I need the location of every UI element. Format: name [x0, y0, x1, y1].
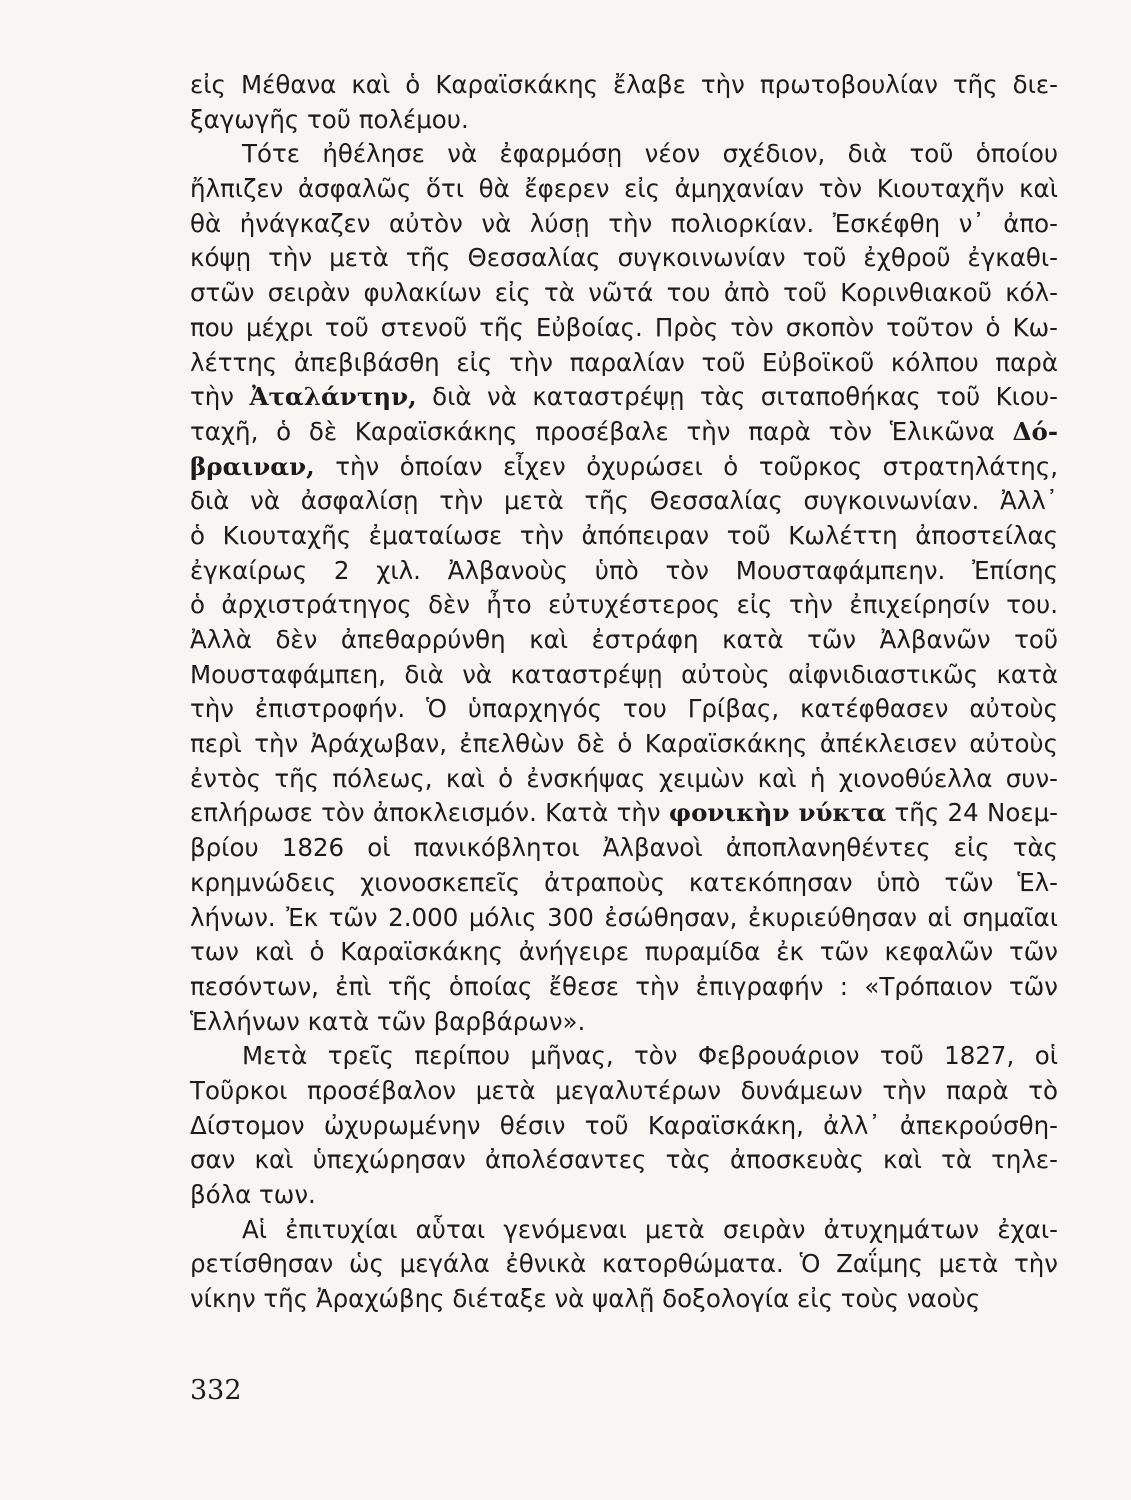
text-line [190, 658, 1058, 693]
text-line [190, 692, 1058, 727]
bold-text-segment: Δό- [1012, 416, 1058, 446]
text-line [190, 346, 1058, 381]
text-line [190, 241, 1058, 276]
text-segment: ταχῆ, ὁ δὲ Καραϊσκάκης προσέβαλε τὴν παρὰ τὸν Ἑλικῶνα [190, 416, 1013, 446]
text-segment: Μουσταφάμπεη, διὰ νὰ καταστρέψῃ αὐτοὺς αἰφνιδιαστικῶς κατὰ [190, 659, 1058, 689]
text-line [190, 103, 1058, 138]
text-segment: Δίστομον ὠχυρωμένην θέσιν τοῦ Καραϊσκάκη, ἀλλ᾽ ἀπεκρούσθη- [190, 1110, 1058, 1140]
text-segment: ξαγωγῆς τοῦ πολέμου. [190, 104, 469, 134]
text-segment: περὶ τὴν Ἀράχωβαν, ἐπελθὼν δὲ ὁ Καραϊσκάκης ἀπέκλεισεν αὐτοὺς [190, 729, 1058, 759]
text-line [190, 762, 1058, 797]
text-line [190, 311, 1058, 346]
text-segment: Μετὰ τρεῖς περίπου μῆνας, τὸν Φεβρουάριον τοῦ 1827, οἱ [242, 1041, 1058, 1071]
text-segment: Ἀλλὰ δὲν ἀπεθαρρύνθη καὶ ἐστράφη κατὰ τῶν Ἀλβανῶν τοῦ [190, 625, 1058, 654]
text-segment: νίκην τῆς Ἀραχώβης διέταξε νὰ ψαλῇ δοξολογία εἰς τοὺς ναοὺς [190, 1284, 981, 1314]
text-segment: Τότε ἠθέλησε νὰ ἐφαρμόσῃ νέον σχέδιον, διὰ τοῦ ὁποίου [242, 139, 1058, 169]
text-line [190, 172, 1058, 207]
text-line [190, 588, 1058, 623]
text-line [190, 484, 1058, 519]
text-segment: στῶν σειρὰν φυλακίων εἰς τὰ νῶτά του ἀπὸ τοῦ Κορινθιακοῦ κόλ- [190, 278, 1058, 308]
text-segment: τὴν [190, 382, 250, 412]
text-line [190, 1039, 1058, 1074]
text-segment: τὴν ἐπιστροφήν. Ὁ ὑπαρχηγός του Γρίβας, κατέφθασεν αὐτοὺς [190, 694, 1058, 724]
text-segment: λέττης ἀπεβιβάσθη εἰς τὴν παραλίαν τοῦ Εὐβοϊκοῦ κόλπου παρὰ [190, 347, 1058, 377]
text-segment: πεσόντων, ἐπὶ τῆς ὁποίας ἔθεσε τὴν ἐπιγραφήν : «Τρόπαιον τῶν [190, 971, 1058, 1001]
text-line [190, 1109, 1058, 1144]
text-segment: ρετίσθησαν ὡς μεγάλα ἐθνικὰ κατορθώματα. Ὁ Ζαΐμης μετὰ τὴν [190, 1249, 1058, 1279]
text-line [190, 1143, 1058, 1178]
text-segment: που μέχρι τοῦ στενοῦ τῆς Εὐβοίας. Πρὸς τὸν σκοπὸν τοῦτον ὁ Κω- [190, 312, 1058, 342]
text-line [190, 623, 1058, 658]
text-line [190, 68, 1058, 103]
body-text [190, 68, 1058, 1317]
text-segment: Τοῦρκοι προσέβαλον μετὰ μεγαλυτέρων δυνάμεων τὴν παρὰ τὸ [190, 1075, 1058, 1105]
text-line [190, 380, 1058, 415]
text-segment: κόψῃ τὴν μετὰ τῆς Θεσσαλίας συγκοινωνίαν τοῦ ἐχθροῦ ἐγκαθι- [190, 243, 1058, 273]
text-line [190, 1178, 1058, 1213]
text-segment: ὁ ἀρχιστράτηγος δὲν ἦτο εὐτυχέστερος εἰς τὴν ἐπιχείρησίν του. [190, 590, 1058, 620]
text-line [190, 796, 1058, 831]
text-line [190, 1247, 1058, 1282]
text-segment: ἐντὸς τῆς πόλεως, καὶ ὁ ἐνσκήψας χειμὼν καὶ ἡ χιονοθύελλα συν- [190, 763, 1058, 793]
text-line [190, 137, 1058, 172]
text-segment: ὁ Κιουταχῆς ἐματαίωσε τὴν ἀπόπειραν τοῦ Κωλέττη ἀποστείλας [190, 520, 1058, 550]
text-line [190, 276, 1058, 311]
text-segment: διὰ νὰ καταστρέψῃ τὰς σιταποθήκας τοῦ Κιου- [416, 382, 1058, 412]
text-line [190, 935, 1058, 970]
text-segment: ἐγκαίρως 2 χιλ. Ἀλβανοὺς ὑπὸ τὸν Μουσταφάμπεην. Ἐπίσης [190, 555, 1058, 585]
text-line [190, 450, 1058, 485]
text-line [190, 1213, 1058, 1248]
text-segment: Αἱ ἐπιτυχίαι αὗται γενόμεναι μετὰ σειρὰν ἀτυχημάτων ἐχαι- [242, 1214, 1058, 1244]
bold-text-segment: φονικὴν νύκτα [668, 798, 887, 828]
text-line [190, 1005, 1058, 1040]
text-line [190, 866, 1058, 901]
text-line [190, 901, 1058, 936]
text-segment: λήνων. Ἐκ τῶν 2.000 μόλις 300 ἐσώθησαν, ἐκυριεύθησαν αἱ σημαῖαι [190, 902, 1058, 932]
text-line [190, 415, 1058, 450]
text-segment: τῆς 24 Νοεμ- [886, 798, 1058, 828]
text-segment: των καὶ ὁ Καραϊσκάκης ἀνήγειρε πυραμίδα ἐκ τῶν κεφαλῶν τῶν [190, 937, 1058, 967]
text-segment: βρίου 1826 οἱ πανικόβλητοι Ἀλβανοὶ ἀποπλανηθέντες εἰς τὰς [190, 833, 1058, 863]
text-line [190, 1282, 1058, 1317]
bold-text-segment: Ἀταλάντην, [249, 382, 417, 412]
text-line [190, 970, 1058, 1005]
text-line [190, 831, 1058, 866]
text-line [190, 554, 1058, 589]
text-segment: βόλα των. [190, 1180, 316, 1209]
text-line [190, 207, 1058, 242]
text-segment: επλήρωσε τὸν ἀποκλεισμόν. Κατὰ τὴν [190, 798, 669, 828]
text-segment: εἰς Μέθανα καὶ ὁ Καραϊσκάκης ἔλαβε τὴν πρωτοβουλίαν τῆς διε- [190, 70, 1058, 99]
text-line [190, 1074, 1058, 1109]
text-segment: ἤλπιζεν ἀσφαλῶς ὅτι θὰ ἔφερεν εἰς ἀμηχανίαν τὸν Κιουταχῆν καὶ [190, 174, 1058, 204]
text-segment: σαν καὶ ὑπεχώρησαν ἀπολέσαντες τὰς ἀποσκευὰς καὶ τὰ τηλε- [190, 1145, 1058, 1175]
bold-text-segment: βραιναν, [190, 451, 315, 481]
text-line [190, 727, 1058, 762]
page-number: 332 [190, 1375, 242, 1406]
text-segment: τὴν ὁποίαν εἶχεν ὀχυρώσει ὁ τοῦρκος στρατηλάτης, [314, 451, 1058, 481]
text-line [190, 519, 1058, 554]
text-segment: Ἑλλήνων κατὰ τῶν βαρβάρων». [190, 1006, 586, 1036]
text-segment: διὰ νὰ ἀσφαλίσῃ τὴν μετὰ τῆς Θεσσαλίας συγκοινωνίαν. Ἀλλ᾽ [190, 486, 1058, 516]
text-segment: κρημνώδεις χιονοσκεπεῖς ἀτραποὺς κατεκόπησαν ὑπὸ τῶν Ἑλ- [190, 867, 1058, 897]
text-segment: θὰ ἠνάγκαζεν αὐτὸν νὰ λύσῃ τὴν πολιορκίαν. Ἐσκέφθη ν᾽ ἀπο- [190, 208, 1058, 238]
